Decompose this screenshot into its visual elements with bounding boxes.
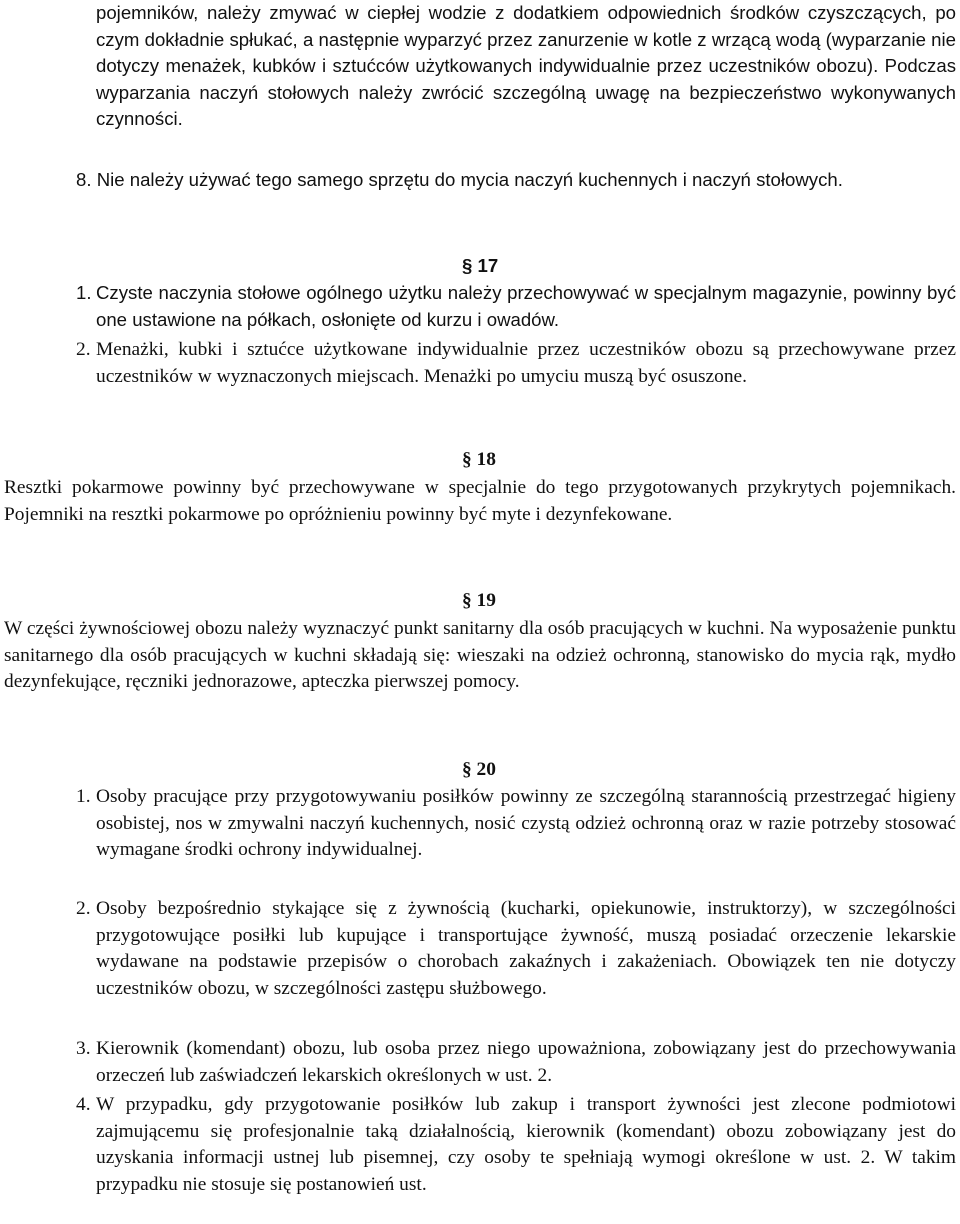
list-item — [76, 1036, 956, 1089]
item-number: 1. — [76, 282, 92, 303]
item-number: 3. — [76, 1038, 91, 1059]
item-text: Osoby pracujące przy przygotowywaniu posiłków powinny ze szczególną starannością przestrzegać higieny osobistej, nos w zmywalni naczyń kuchennych, nosić czystą odzież ochronną oraz w razie potrzeby stosować wymagane środki ochrony indywidualnej. — [96, 786, 956, 860]
list-item — [76, 1092, 956, 1198]
item-number: 1. — [76, 786, 91, 807]
continuation-paragraph: pojemników, należy zmywać w ciepłej wodzie z dodatkiem odpowiednich środków czyszczących, po czym dokładnie spłukać, a następnie wyparzyć przez zanurzenie w kotle z wrzącą wodą (wyparzanie nie dotyczy menażek, kubków i sztućców użytkowanych indywidualnie przez uczestników obozu). Podczas wyparzania naczyń stołowych należy zwrócić szczególną uwagę na bezpieczeństwo wykonywanych czynności. — [96, 2, 956, 129]
list-item — [76, 896, 956, 1002]
list-item — [76, 784, 956, 864]
item-text: Kierownik (komendant) obozu, lub osoba przez niego upoważniona, zobowiązany jest do przechowywania orzeczeń lub zaświadczeń lekarskich określonych w ust. 2. — [96, 1038, 956, 1086]
section-heading-18: § 18 — [462, 449, 496, 470]
list-item — [76, 337, 956, 390]
item-number: 8. — [76, 169, 92, 190]
item-text: Czyste naczynia stołowe ogólnego użytku należy przechowywać w specjalnym magazynie, powinny być one ustawione na półkach, osłonięte od kurzu i owadów. — [96, 282, 956, 330]
section-heading-17: § 17 — [462, 255, 499, 276]
list-item-8 — [76, 167, 956, 194]
item-number: 2. — [76, 339, 91, 360]
item-text: Menażki, kubki i sztućce użytkowane indywidualnie przez uczestników obozu są przechowywane przez uczestników w wyznaczonych miejscach. Menażki po umyciu muszą być osuszone. — [96, 339, 956, 387]
list-item — [76, 280, 956, 333]
section-19-paragraph: W części żywnościowej obozu należy wyznaczyć punkt sanitarny dla osób pracujących w kuchni. Na wyposażenie punktu sanitarnego dla osób pracujących w kuchni składają się: wieszaki na odzież ochronną, stanowisko do mycia rąk, mydło dezynfekujące, ręczniki jednorazowe, apteczka pierwszej pomocy. — [4, 618, 956, 692]
item-text: W przypadku, gdy przygotowanie posiłków lub zakup i transport żywności jest zlecone podmiotowi zajmującemu się profesjonalnie taką działalnością, kierownik (komendant) obozu zobowiązany jest do uzyskania informacji ustnej lub pisemnej, czy osoby te spełniają wymogi określone w ust. 2. W takim przypadku nie stosuje się postanowień ust. — [96, 1094, 956, 1195]
section-heading-20: § 20 — [462, 759, 496, 780]
section-heading-19: § 19 — [462, 590, 496, 611]
item-number: 2. — [76, 898, 91, 919]
section-18-paragraph: Resztki pokarmowe powinny być przechowywane w specjalnie do tego przygotowanych przykrytych pojemnikach. Pojemniki na resztki pokarmowe po opróżnieniu powinny być myte i dezynfekowane. — [4, 477, 956, 525]
item-text: Nie należy używać tego samego sprzętu do mycia naczyń kuchennych i naczyń stołowych. — [96, 169, 843, 190]
item-number: 4. — [76, 1094, 91, 1115]
item-text: Osoby bezpośrednio stykające się z żywnością (kucharki, opiekunowie, instruktorzy), w szczególności przygotowujące posiłki lub kupujące i transportujące żywność, muszą posiadać orzeczenie lekarskie wydawane na podstawie przepisów o chorobach zakaźnych i zakażeniach. Obowiązek ten nie dotyczy uczestników obozu, w szczególności zastępu służbowego. — [96, 898, 956, 999]
